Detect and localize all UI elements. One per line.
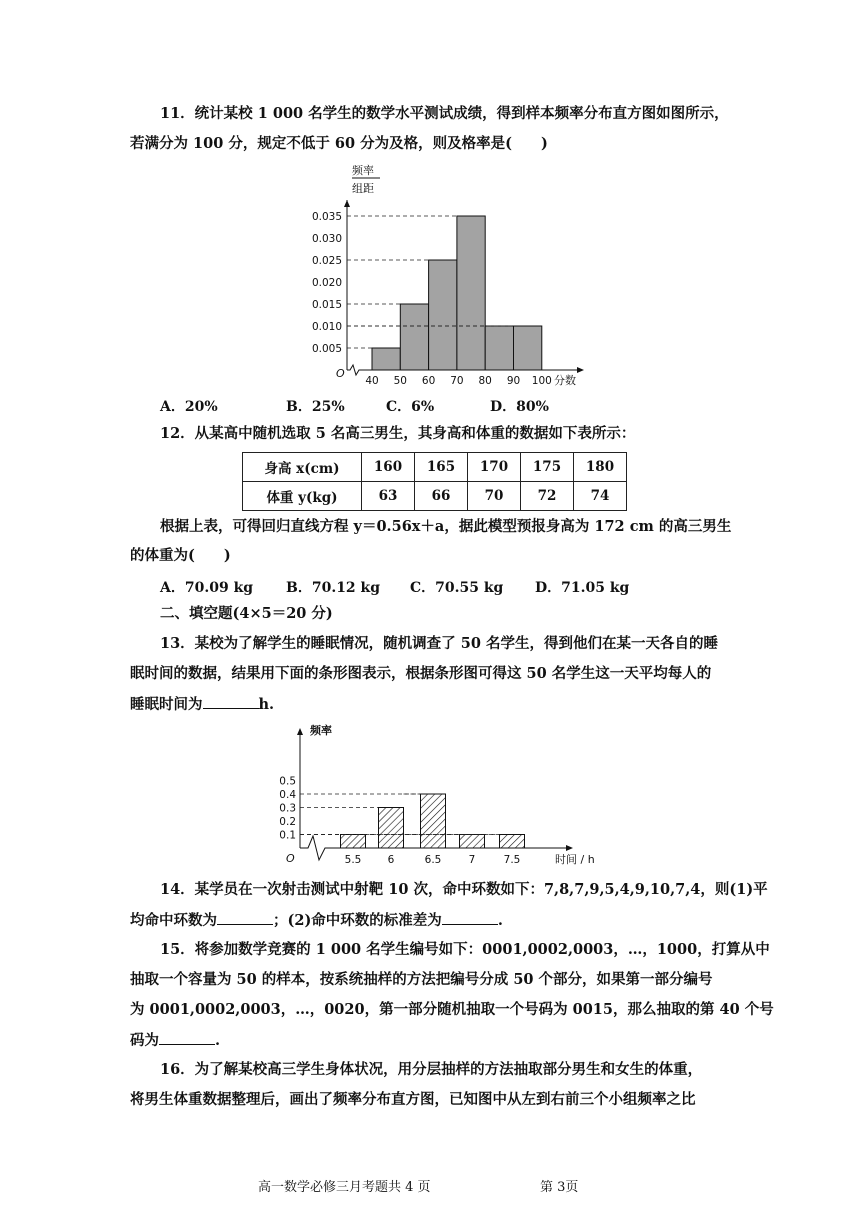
q12-option-a[interactable]: A．70.09 kg [160, 580, 254, 596]
sleep-bar [379, 808, 404, 849]
y-tick-label: 0.010 [311, 321, 342, 333]
sleep-bar [460, 835, 485, 849]
q11-option-b[interactable]: B．25% [286, 399, 345, 415]
table-header-height: 身高 x(cm) [243, 453, 362, 482]
x-tick-label: 50 [393, 375, 407, 387]
x-axis-arrow [566, 845, 573, 851]
q14-text-a: 均命中环数为 [130, 912, 217, 929]
x-tick-label: 6.5 [424, 854, 442, 866]
q15-line-1: 15．将参加数学竞赛的 1 000 名学生编号如下：0001,0002,0003，…，1000，打算从中 [160, 941, 770, 958]
histogram-bar [457, 216, 485, 370]
score-histogram [300, 160, 590, 390]
x-tick-label: 6 [387, 854, 395, 866]
sleep-bar [500, 835, 525, 849]
q16-line-2: 将男生体重数据整理后，画出了频率分布直方图，已知图中从左到右前三个小组频率之比 [130, 1091, 696, 1108]
q13-answer-blank[interactable] [203, 694, 259, 709]
section-title-fill-in: 二、填空题(4×5＝20 分) [160, 605, 333, 622]
sleep-bar [421, 794, 446, 848]
y-axis-arrow [344, 200, 350, 207]
q14-text-b: ；(2)命中环数的标准差为 [273, 912, 442, 929]
footer-total-pages: 高一数学必修三月考题共 4 页 [258, 1180, 431, 1195]
histogram-bar [372, 348, 400, 370]
q13-line-2: 眠时间的数据，结果用下面的条形图表示，根据条形图可得这 50 名学生这一天平均每人的 [130, 665, 712, 682]
y-axis-arrow [297, 728, 303, 735]
q15-text-a: 码为 [130, 1032, 159, 1049]
table-cell: 175 [521, 453, 574, 482]
sleep-bar-chart [270, 718, 615, 868]
table-cell: 180 [574, 453, 627, 482]
histogram-bar [429, 260, 457, 370]
q11-option-d[interactable]: D．80% [490, 399, 549, 415]
q12-option-b[interactable]: B．70.12 kg [286, 580, 381, 596]
q13-line-3 [130, 694, 274, 715]
y-tick-label: 0.2 [279, 816, 296, 828]
sleep-bar [341, 835, 366, 849]
table-row [243, 453, 627, 482]
height-weight-table [242, 452, 627, 511]
q14-line-2 [130, 910, 503, 931]
y-tick-label: 0.025 [311, 255, 342, 267]
q12-option-d[interactable]: D．71.05 kg [535, 580, 630, 596]
table-cell: 165 [415, 453, 468, 482]
y-tick-label: 0.020 [311, 277, 342, 289]
table-header-weight: 体重 y(kg) [243, 482, 362, 511]
q15-line-2: 抽取一个容量为 50 的样本，按系统抽样的方法把编号分成 50 个部分，如果第一部分编号 [130, 971, 713, 988]
table-row [243, 482, 627, 511]
y-axis-label-top: 频率 [352, 164, 374, 177]
q14-answer-blank-2[interactable] [442, 910, 498, 925]
table-cell: 170 [468, 453, 521, 482]
q12-option-c[interactable]: C．70.55 kg [410, 580, 504, 596]
histogram-bar [514, 326, 542, 370]
y-tick-label: 0.005 [311, 343, 342, 355]
x-axis-label: 分数 [554, 374, 576, 387]
y-tick-label: 0.030 [311, 233, 342, 245]
q11-option-a[interactable]: A．20% [160, 399, 218, 415]
q16-line-1: 16．为了解某校高三学生身体状况，用分层抽样的方法抽取部分男生和女生的体重， [160, 1061, 703, 1078]
x-tick-label: 5.5 [344, 854, 362, 866]
x-tick-label: 80 [478, 375, 492, 387]
y-tick-label: 0.3 [279, 802, 296, 815]
q12-line-1: 12．从某高中随机选取 5 名高三男生，其身高和体重的数据如下表所示： [160, 425, 636, 442]
x-tick-label: 90 [506, 375, 521, 387]
q12-line-2: 根据上表，可得回归直线方程 y＝0.56x＋a，据此模型预报身高为 172 cm 的高三男生 [160, 518, 732, 535]
table-cell: 74 [574, 482, 627, 511]
table-cell: 160 [362, 453, 415, 482]
y-axis-label: 频率 [310, 724, 332, 737]
histogram-bar [400, 304, 428, 370]
footer-page-number: 第 3页 [540, 1180, 579, 1195]
q11-option-c[interactable]: C．6% [386, 399, 435, 415]
x-tick-label: 40 [365, 375, 379, 387]
q15-line-4 [130, 1030, 220, 1051]
y-axis-label-bottom: 组距 [352, 182, 374, 195]
q14-answer-blank-1[interactable] [217, 910, 273, 925]
q11-line-1: 11．统计某校 1 000 名学生的数学水平测试成绩，得到样本频率分布直方图如图所示， [160, 105, 729, 122]
y-tick-label: 0.1 [279, 829, 296, 842]
table-cell: 63 [362, 482, 415, 511]
x-tick-label: 7.5 [503, 854, 521, 866]
q13-text-b: h. [258, 696, 275, 713]
q13-line-1: 13．某校为了解学生的睡眠情况，随机调查了 50 名学生，得到他们在某一天各自的睡 [160, 635, 718, 652]
table-cell: 70 [468, 482, 521, 511]
y-tick-label: 0.4 [279, 789, 296, 801]
table-cell: 66 [415, 482, 468, 511]
origin-label: O [286, 852, 295, 865]
q12-line-3: 的体重为( ) [130, 547, 231, 564]
x-axis-label: 时间 / h [555, 853, 595, 866]
q14-line-1: 14．某学员在一次射击测试中射靶 10 次，命中环数如下：7,8,7,9,5,4,9,10,7,4，则(1)平 [160, 881, 768, 898]
histogram-bar [485, 326, 513, 370]
q13-text-a: 睡眠时间为 [130, 696, 203, 713]
q15-text-b: . [215, 1032, 221, 1049]
y-tick-label: 0.015 [311, 299, 342, 311]
q11-line-2: 若满分为 100 分，规定不低于 60 分为及格，则及格率是( ) [130, 135, 548, 152]
x-tick-label: 100 [531, 375, 552, 387]
q15-line-3: 为 0001,0002,0003，…，0020，第一部分随机抽取一个号码为 0015，那么抽取的第 40 个号 [130, 1001, 774, 1018]
x-axis-arrow [577, 367, 584, 373]
x-tick-label: 70 [450, 375, 464, 387]
q15-answer-blank[interactable] [159, 1030, 215, 1045]
table-cell: 72 [521, 482, 574, 511]
origin-label: O [336, 367, 345, 380]
x-tick-label: 7 [468, 854, 476, 866]
x-tick-label: 60 [421, 375, 436, 387]
y-tick-label: 0.035 [311, 211, 342, 223]
q14-text-c: . [497, 912, 503, 929]
y-tick-label: 0.5 [279, 775, 296, 788]
